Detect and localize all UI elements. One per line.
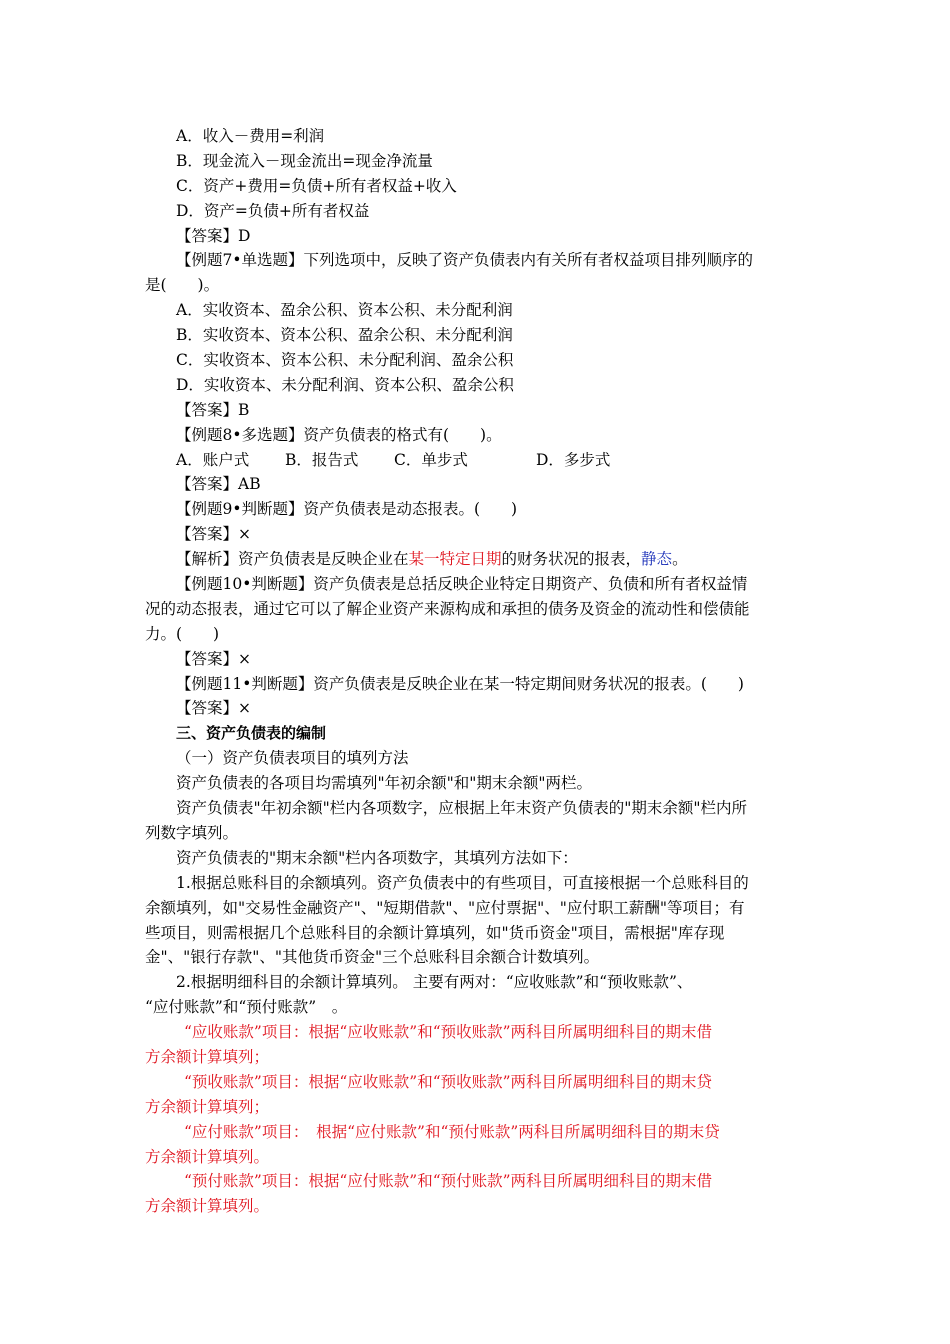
paragraph-line: 资产负债表的各项目均需填列"年初余额"和"期末余额"两栏。 bbox=[176, 774, 593, 793]
explanation-line bbox=[145, 547, 810, 572]
red-rule-line: 方余额计算填列。 bbox=[145, 1197, 270, 1216]
question-stem: 【例题10•判断题】资产负债表是总括反映企业特定日期资产、负债和所有者权益情 bbox=[176, 575, 748, 594]
red-rule-line: “应收账款”项目：根据“应收账款”和“预收账款”两科目所属明细科目的期末借 bbox=[184, 1023, 713, 1042]
question-stem: 【例题7•单选题】下列选项中，反映了资产负债表内有关所有者权益项目排列顺序的 bbox=[176, 251, 754, 270]
document-body bbox=[145, 124, 810, 1219]
red-rule-line: 方余额计算填列； bbox=[145, 1097, 270, 1116]
option-line: D．资产=负债+所有者权益 bbox=[176, 201, 370, 220]
option-line: C．实收资本、资本公积、未分配利润、盈余公积 bbox=[176, 351, 514, 370]
paragraph-line: 1.根据总账科目的余额填列。资产负债表中的有些项目，可直接根据一个总账科目的 bbox=[176, 873, 749, 892]
paragraph-line: 资产负债表的"期末余额"栏内各项数字，其填列方法如下： bbox=[176, 848, 578, 867]
option-b: B．报告式 bbox=[285, 450, 359, 469]
question-stem: 【例题11•判断题】资产负债表是反映企业在某一特定期间财务状况的报表。( ) bbox=[176, 674, 744, 693]
answer-line: 【答案】× bbox=[176, 649, 251, 668]
subsection-heading: （一）资产负债表项目的填列方法 bbox=[176, 749, 409, 768]
explanation-text: 的财务状况的报表， bbox=[501, 550, 642, 569]
red-rule-line: “预收账款”项目：根据“应收账款”和“预收账款”两科目所属明细科目的期末贷 bbox=[184, 1072, 713, 1091]
option-line: A．收入－费用=利润 bbox=[176, 127, 325, 145]
highlight-blue: 静态 bbox=[641, 550, 673, 569]
option-line: B．实收资本、资本公积、盈余公积、未分配利润 bbox=[176, 326, 513, 345]
answer-line: 【答案】× bbox=[176, 699, 251, 718]
paragraph-line: 金"、"银行存款"、"其他货币资金"三个总账科目余额合计数填列。 bbox=[145, 948, 600, 967]
paragraph-line: “应付账款”和“预付账款” 。 bbox=[145, 998, 348, 1017]
answer-line: 【答案】D bbox=[176, 226, 251, 245]
option-c: C．单步式 bbox=[394, 450, 468, 469]
answer-line: 【答案】B bbox=[176, 400, 250, 419]
red-rule-line: 方余额计算填列； bbox=[145, 1047, 270, 1066]
question-stem: 【例题8•多选题】资产负债表的格式有( )。 bbox=[176, 425, 502, 444]
red-rule-line: 方余额计算填列。 bbox=[145, 1147, 270, 1166]
question-stem-cont: 是( )。 bbox=[145, 276, 220, 295]
option-row bbox=[145, 448, 810, 473]
option-d: D．多步式 bbox=[536, 450, 611, 469]
question-stem-cont: 力。( ) bbox=[145, 624, 220, 643]
option-line: A．实收资本、盈余公积、资本公积、未分配利润 bbox=[176, 301, 513, 320]
option-a: A．账户式 bbox=[176, 450, 250, 469]
red-rule-line: “应付账款”项目： 根据“应付账款”和“预付账款”两科目所属明细科目的期末贷 bbox=[184, 1122, 720, 1141]
answer-line: 【答案】× bbox=[176, 525, 251, 544]
paragraph-line: 列数字填列。 bbox=[145, 823, 239, 842]
paragraph-line: 2.根据明细科目的余额计算填列。 主要有两对：“应收账款”和“预收账款”、 bbox=[176, 973, 693, 992]
question-stem-cont: 况的动态报表，通过它可以了解企业资产来源构成和承担的债务及资金的流动性和偿债能 bbox=[145, 599, 750, 618]
paragraph-line: 些项目，则需根据几个总账科目的余额计算填列，如"货币资金"项目，需根据"库存现 bbox=[145, 923, 725, 942]
answer-line: 【答案】AB bbox=[176, 475, 261, 494]
option-line: C．资产+费用=负债+所有者权益+收入 bbox=[176, 176, 457, 195]
question-stem: 【例题9•判断题】资产负债表是动态报表。( ) bbox=[176, 500, 518, 519]
option-line: B．现金流入－现金流出=现金净流量 bbox=[176, 151, 433, 170]
red-rule-line: “预付账款”项目：根据“应付账款”和“预付账款”两科目所属明细科目的期末借 bbox=[184, 1172, 713, 1191]
section-heading: 三、资产负债表的编制 bbox=[176, 724, 327, 743]
paragraph-line: 资产负债表"年初余额"栏内各项数字，应根据上年末资产负债表的"期末余额"栏内所 bbox=[176, 799, 748, 818]
highlight-red: 某一特定日期 bbox=[408, 550, 502, 569]
explanation-text: 。 bbox=[672, 550, 688, 569]
paragraph-line: 余额填列，如"交易性金融资产"、"短期借款"、"应付票据"、"应付职工薪酬"等项目；有 bbox=[145, 898, 745, 917]
explanation-text: 【解析】资产负债表是反映企业在 bbox=[176, 550, 409, 569]
option-line: D．实收资本、未分配利润、资本公积、盈余公积 bbox=[176, 375, 514, 394]
